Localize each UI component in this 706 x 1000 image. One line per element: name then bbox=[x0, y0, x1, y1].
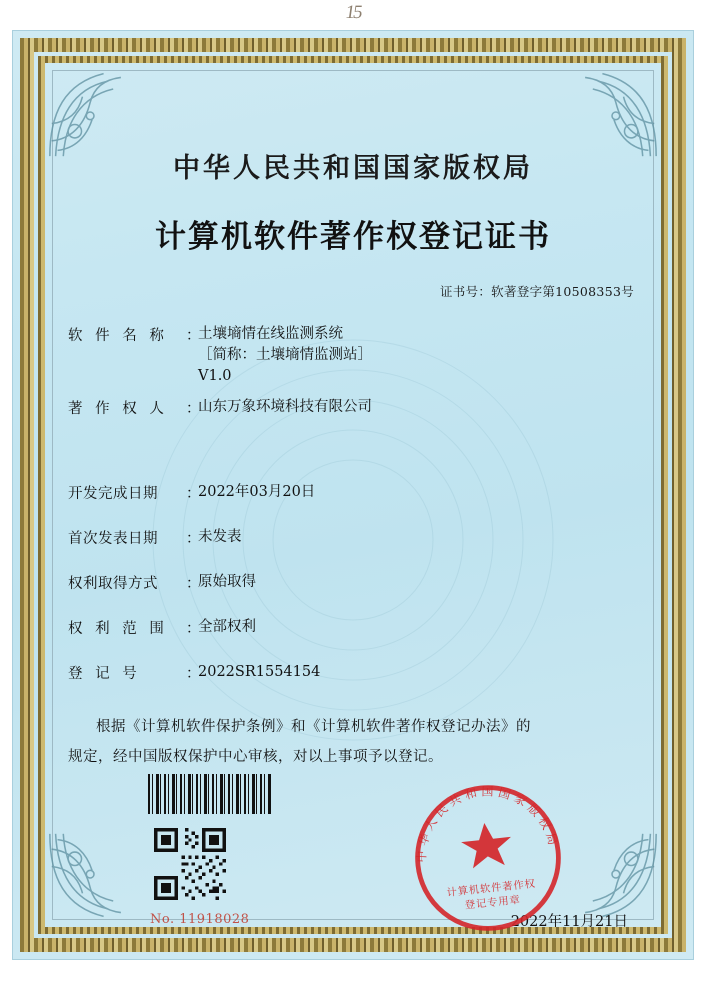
field-label: 软 件 名 称 bbox=[68, 328, 168, 344]
software-name-line1: 土壤墒情在线监测系统 bbox=[198, 326, 343, 342]
field-label: 开发完成日期 bbox=[68, 486, 158, 503]
barcode bbox=[148, 774, 272, 814]
field-label: 权利取得方式 bbox=[68, 576, 158, 593]
field-label: 登 记 号 bbox=[68, 666, 141, 683]
field-value: 原始取得 bbox=[198, 574, 256, 591]
serial-number: No. 11918028 bbox=[150, 912, 250, 927]
software-version: V1.0 bbox=[198, 368, 232, 385]
certificate-number bbox=[68, 282, 638, 300]
field-acquisition-method bbox=[68, 572, 638, 593]
field-colon: ： bbox=[186, 531, 201, 548]
field-value: 未发表 bbox=[198, 529, 242, 546]
field-value: 全部权利 bbox=[198, 619, 256, 636]
field-colon: ： bbox=[186, 328, 201, 344]
field-colon: ： bbox=[186, 401, 201, 418]
field-first-publish-date bbox=[68, 527, 638, 548]
field-label: 权 利 范 围 bbox=[68, 621, 168, 638]
certificate-number-value: 软著登字第10508353号 bbox=[491, 284, 634, 299]
page-number-scribble: 15 bbox=[344, 2, 363, 23]
certificate-content bbox=[68, 88, 638, 930]
field-software-name bbox=[68, 324, 638, 387]
certificate-number-label: 证书号： bbox=[439, 284, 492, 299]
field-copyright-owner bbox=[68, 397, 638, 418]
field-value bbox=[198, 324, 638, 387]
field-development-date bbox=[68, 482, 638, 503]
field-list bbox=[68, 324, 638, 683]
qr-code bbox=[154, 828, 226, 900]
statement-line-1: 根据《计算机软件保护条例》和《计算机软件著作权登记办法》的 bbox=[96, 719, 531, 736]
statement-line-2: 规定，经中国版权保护中心审核，对以上事项予以登记。 bbox=[68, 748, 443, 765]
certificate-sheet bbox=[12, 30, 694, 960]
field-label: 首次发表日期 bbox=[68, 531, 158, 548]
software-name-line2: ［简称：土壤墒情监测站］ bbox=[198, 347, 372, 364]
field-value: 2022年03月20日 bbox=[198, 484, 316, 501]
field-rights-scope bbox=[68, 617, 638, 638]
issuer-title: 中华人民共和国国家版权局 bbox=[173, 153, 533, 184]
svg-text:计算机软件著作权: 计算机软件著作权 bbox=[446, 877, 537, 900]
field-colon: ： bbox=[186, 486, 201, 503]
field-label: 著 作 权 人 bbox=[68, 401, 168, 418]
statement-paragraph bbox=[68, 713, 638, 772]
svg-text:登记专用章: 登记专用章 bbox=[464, 893, 522, 912]
field-colon: ： bbox=[186, 666, 201, 683]
field-value: 2022SR1554154 bbox=[198, 664, 321, 681]
field-spacer bbox=[68, 442, 638, 482]
field-colon: ： bbox=[186, 576, 201, 593]
field-colon: ： bbox=[186, 621, 201, 638]
field-value: 山东万象环境科技有限公司 bbox=[198, 399, 372, 416]
certificate-title: 计算机软件著作权登记证书 bbox=[155, 219, 551, 255]
issue-date: 2022年11月21日 bbox=[510, 914, 628, 930]
svg-text:中华人民共和国国家版权局: 中华人民共和国国家版权局 bbox=[414, 784, 561, 863]
field-registration-number bbox=[68, 662, 638, 683]
